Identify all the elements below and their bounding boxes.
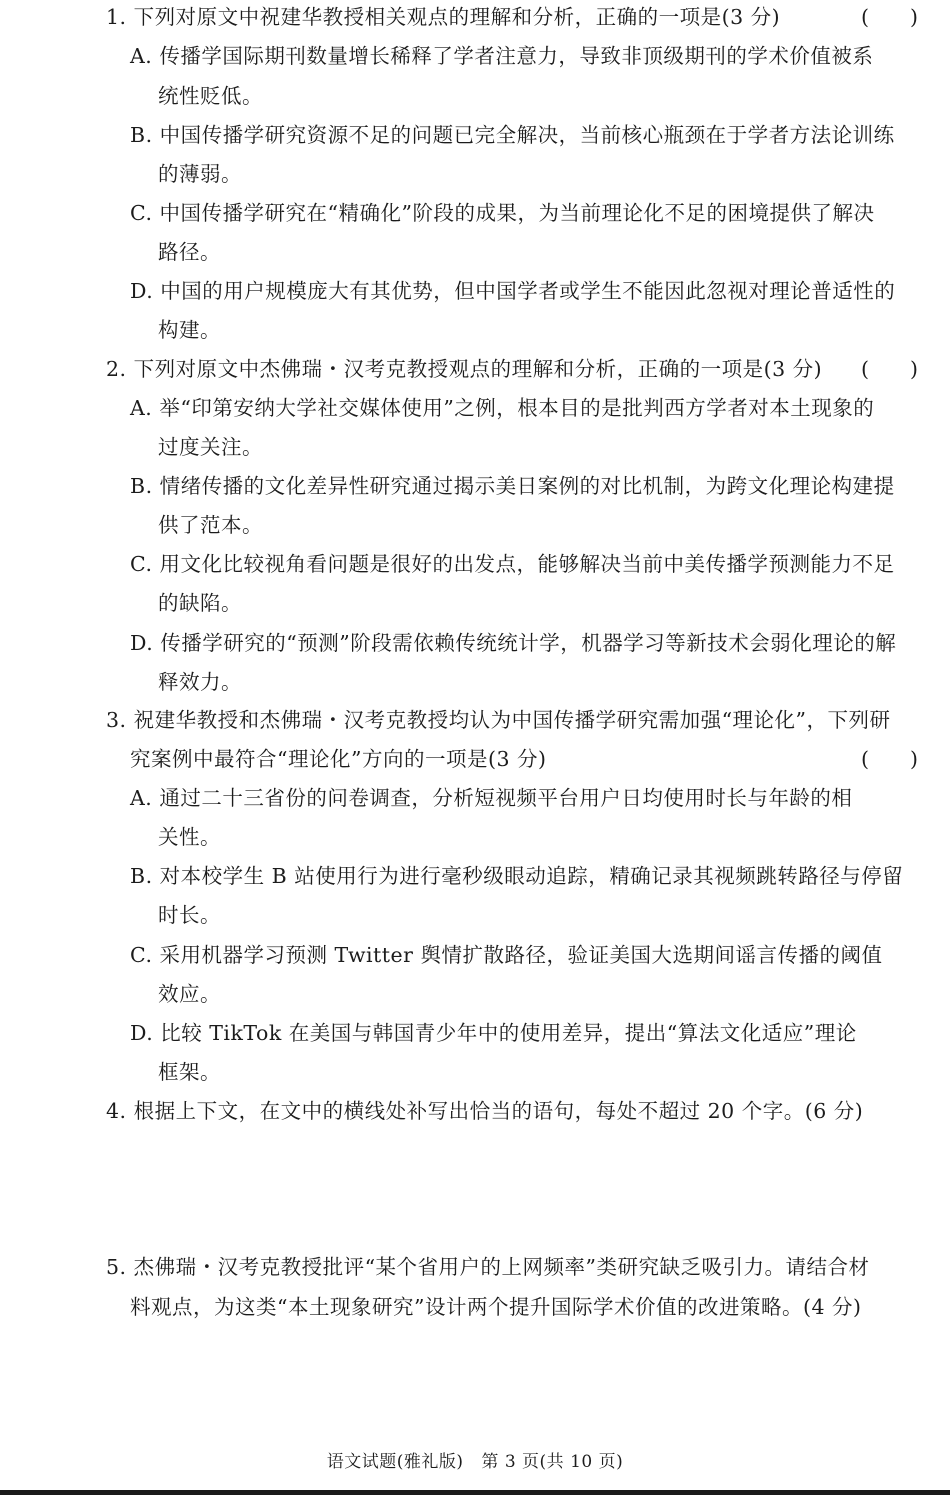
option-c-line-1: C. 用文化比较视角看问题是很好的出发点，能够解决当前中美传播学预测能力不足 xyxy=(130,552,895,576)
answer-parenthesis: ( ) xyxy=(861,747,918,771)
question-4-answer-area[interactable] xyxy=(106,1132,936,1242)
option-a-line-1: A. 通过二十三省份的问卷调查，分析短视频平台用户日均使用时长与年龄的相 xyxy=(130,786,853,810)
option-b-line-1: B. 情绪传播的文化差异性研究通过揭示美日案例的对比机制，为跨文化理论构建提 xyxy=(130,474,895,498)
option-a-line-2: 关性。 xyxy=(158,825,221,849)
option-d-line-2: 释效力。 xyxy=(158,670,242,694)
option-d-line-1: D. 中国的用户规模庞大有其优势，但中国学者或学生不能因此忽视对理论普适性的 xyxy=(130,279,896,303)
option-b-line-1: B. 中国传播学研究资源不足的问题已完全解决，当前核心瓶颈在于学者方法论训练 xyxy=(130,123,895,147)
option-b-line-2: 时长。 xyxy=(158,903,221,927)
question-3-stem-line-2 xyxy=(130,744,936,774)
option-c-line-2: 路径。 xyxy=(158,240,221,264)
question-2-stem-text: 2. 下列对原文中杰佛瑞・汉考克教授观点的理解和分析，正确的一项是(3 分) xyxy=(106,357,823,381)
footer-subject: 语文试题(雅礼版) xyxy=(326,1452,464,1472)
option-c-line-1: C. 采用机器学习预测 Twitter 舆情扩散路径，验证美国大选期间谣言传播的阈值 xyxy=(130,943,883,967)
option-b-line-2: 的薄弱。 xyxy=(158,162,242,186)
option-a-line-1: A. 举“印第安纳大学社交媒体使用”之例，根本目的是批判西方学者对本土现象的 xyxy=(130,396,875,420)
question-4-stem: 4. 根据上下文，在文中的横线处补写出恰当的语句，每处不超过 20 个字。(6 分) xyxy=(106,1099,864,1123)
question-5-stem-line-1: 5. 杰佛瑞・汉考克教授批评“某个省用户的上网频率”类研究缺乏吸引力。请结合材 xyxy=(106,1255,870,1279)
answer-parenthesis: ( ) xyxy=(861,357,918,381)
option-b-line-1: B. 对本校学生 B 站使用行为进行毫秒级眼动追踪，精确记录其视频跳转路径与停留 xyxy=(130,864,904,888)
option-b-line-2: 供了范本。 xyxy=(158,513,263,537)
answer-parenthesis: ( ) xyxy=(861,5,918,29)
option-d-line-2: 构建。 xyxy=(158,318,221,342)
question-1-stem xyxy=(106,2,936,32)
page-footer xyxy=(0,1449,950,1475)
question-2-stem xyxy=(106,354,936,384)
option-d-line-1: D. 比较 TikTok 在美国与韩国青少年中的使用差异，提出“算法文化适应”理论 xyxy=(130,1021,857,1045)
option-d-line-1: D. 传播学研究的“预测”阶段需依赖传统统计学，机器学习等新技术会弱化理论的解 xyxy=(130,631,897,655)
question-5-answer-area[interactable] xyxy=(106,1330,936,1435)
option-d-line-2: 框架。 xyxy=(158,1060,221,1084)
question-5-stem-line-2: 料观点，为这类“本土现象研究”设计两个提升国际学术价值的改进策略。(4 分) xyxy=(130,1295,862,1319)
option-a-line-2: 统性贬低。 xyxy=(158,84,263,108)
option-a-line-1: A. 传播学国际期刊数量增长稀释了学者注意力，导致非顶级期刊的学术价值被系 xyxy=(130,44,874,68)
question-3-stem-text: 究案例中最符合“理论化”方向的一项是(3 分) xyxy=(130,747,547,771)
question-3-stem-line-1: 3. 祝建华教授和杰佛瑞・汉考克教授均认为中国传播学研究需加强“理论化”，下列研 xyxy=(106,708,891,732)
option-c-line-2: 效应。 xyxy=(158,982,221,1006)
option-c-line-2: 的缺陷。 xyxy=(158,591,242,615)
bottom-border xyxy=(0,1490,950,1495)
footer-page-number: 第 3 页(共 10 页) xyxy=(481,1452,624,1472)
option-c-line-1: C. 中国传播学研究在“精确化”阶段的成果，为当前理论化不足的困境提供了解决 xyxy=(130,201,875,225)
option-a-line-2: 过度关注。 xyxy=(158,435,263,459)
question-1-stem-text: 1. 下列对原文中祝建华教授相关观点的理解和分析，正确的一项是(3 分) xyxy=(106,5,781,29)
